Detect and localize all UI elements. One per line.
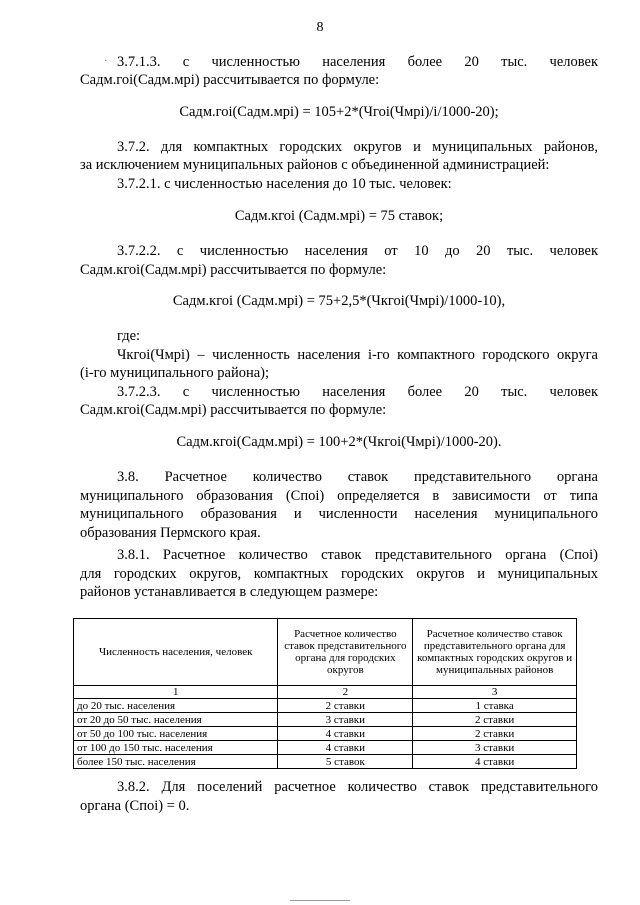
header-city-districts: Расчетное количество ставок представительного органа для городских округов [278, 619, 413, 686]
p3722-line1: 3.7.2.2. с численностью населения от 10 до 20 тыс. человек [117, 243, 598, 259]
p3722-line2: Садм.кгоi(Садм.мрi) рассчитывается по формуле: [80, 262, 387, 278]
where-line1: Чкгоi(Чмрi) – численность населения i-го компактного городского округа [117, 347, 598, 363]
p38-line4: образования Пермского края. [80, 525, 261, 541]
p3721-formula: Садм.кгоi (Садм.мрi) = 75 ставок; [234, 208, 444, 224]
p3721-line1: 3.7.2.1. с численностью населения до 10 тыс. человек: [117, 176, 452, 192]
p381-line1: 3.8.1. Расчетное количество ставок представительного органа (Споi) [117, 547, 598, 563]
p382-line2: органа (Споi) = 0. [80, 798, 190, 814]
colnum-2: 2 [278, 686, 413, 699]
cell-city: 2 ставки [278, 699, 413, 713]
colnum-1: 1 [74, 686, 278, 699]
p3713-formula: Садм.гоi(Садм.мрi) = 105+2*(Чгоi(Чмрi)/i/1000-20); [179, 104, 499, 120]
cell-compact: 3 ставки [413, 741, 577, 755]
table-colnum-row [74, 686, 577, 699]
cell-population: от 100 до 150 тыс. населения [74, 741, 278, 755]
header-population: Численность населения, человек [74, 619, 278, 686]
scan-mark: · [104, 56, 108, 67]
p38-line2: муниципального образования (Споi) определяется в зависимости от типа [80, 488, 598, 504]
cell-population: от 50 до 100 тыс. населения [74, 727, 278, 741]
header-compact-districts: Расчетное количество ставок представительного органа для компактных городских округов и муниципальных районов [413, 619, 577, 686]
stavki-table [73, 618, 577, 769]
p3722-formula: Садм.кгоi (Садм.мрi) = 75+2,5*(Чкгоi(Чмрi)/1000-10), [172, 293, 506, 309]
p382-line1: 3.8.2. Для поселений расчетное количество ставок представительного [117, 779, 598, 795]
cell-compact: 2 ставки [413, 713, 577, 727]
table-row [74, 699, 577, 713]
cell-city: 5 ставок [278, 755, 413, 769]
p3713-line1: 3.7.1.3. с численностью населения более 20 тыс. человек [117, 54, 598, 70]
p38-line1: 3.8. Расчетное количество ставок представительного органа [117, 469, 598, 485]
p38-line3: муниципального образования и численности населения муниципального [80, 506, 598, 522]
cell-compact: 2 ставки [413, 727, 577, 741]
p372-line2: за исключением муниципальных районов с объединенной администрацией: [80, 157, 550, 173]
table-row [74, 727, 577, 741]
p381-line2: для городских округов, компактных городских округов и муниципальных [80, 566, 598, 582]
cell-compact: 4 ставки [413, 755, 577, 769]
cell-city: 4 ставки [278, 741, 413, 755]
where-line2: (i-го муниципального района); [80, 365, 270, 381]
page-number: 8 [316, 20, 324, 35]
cell-population: от 20 до 50 тыс. населения [74, 713, 278, 727]
table-header-row [74, 619, 577, 686]
p372-line1: 3.7.2. для компактных городских округов и муниципальных районов, [117, 139, 598, 155]
table-row [74, 755, 577, 769]
p3713-line2: Садм.гоi(Садм.мрi) рассчитывается по формуле: [80, 72, 380, 88]
cell-population: более 150 тыс. населения [74, 755, 278, 769]
cell-city: 3 ставки [278, 713, 413, 727]
cell-population: до 20 тыс. населения [74, 699, 278, 713]
p3723-line2: Садм.кгоi(Садм.мрi) рассчитывается по формуле: [80, 402, 387, 418]
cell-city: 4 ставки [278, 727, 413, 741]
bottom-rule [290, 900, 350, 901]
table-row [74, 713, 577, 727]
colnum-3: 3 [413, 686, 577, 699]
where-label: где: [117, 328, 141, 344]
cell-compact: 1 ставка [413, 699, 577, 713]
p381-line3: районов устанавливается в следующем размере: [80, 584, 379, 600]
p3723-line1: 3.7.2.3. с численностью населения более 20 тыс. человек [117, 384, 598, 400]
p3723-formula: Садм.кгоi(Садм.мрi) = 100+2*(Чкгоi(Чмрi)/1000-20). [176, 434, 502, 450]
table-row [74, 741, 577, 755]
